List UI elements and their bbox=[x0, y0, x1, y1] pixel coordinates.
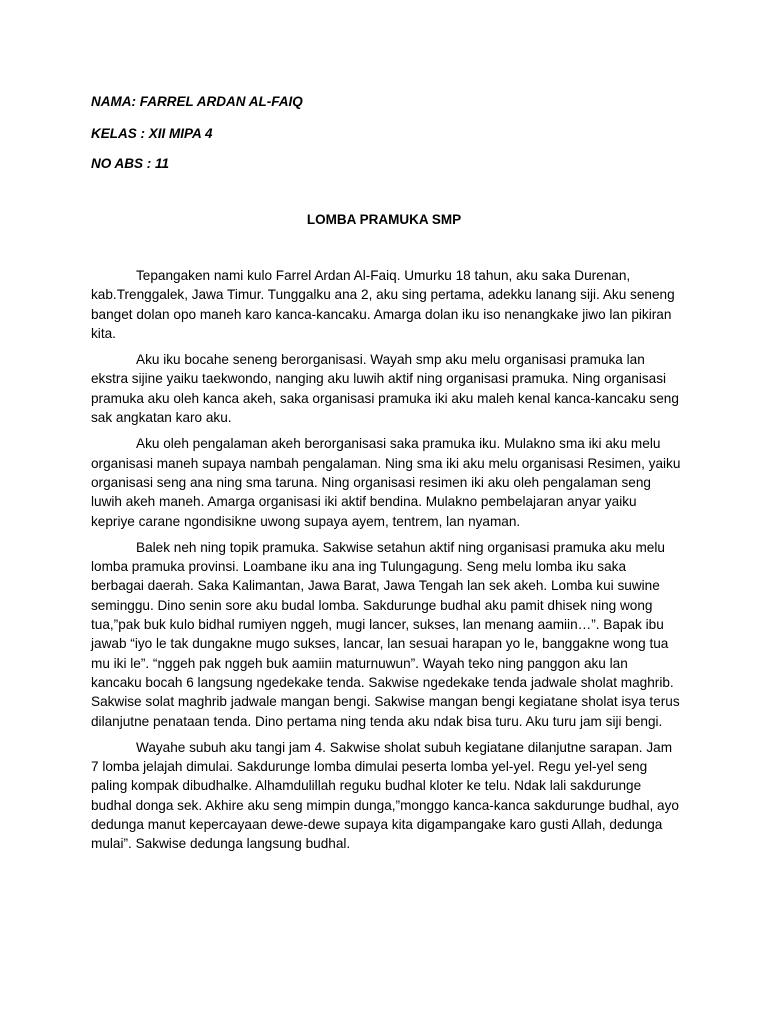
paragraph-1: Tepangaken nami kulo Farrel Ardan Al-Faiq. Umurku 18 tahun, aku saka Durenan, kab.Trenggalek, Jawa Timur. Tunggalku ana 2, aku sing pertama, adekku lanang siji. Aku seneng banget dolan opo maneh karo kanca-kancaku. Amarga dolan iku iso nenangkake jiwo lan pikiran kita. bbox=[91, 268, 675, 341]
student-number: NO ABS : 11 bbox=[91, 156, 170, 171]
student-name: NAMA: FARREL ARDAN AL-FAIQ bbox=[91, 94, 303, 109]
paragraph-3: Aku oleh pengalaman akeh berorganisasi saka pramuka iku. Mulakno sma iki aku melu organisasi maneh supaya nambah pengalaman. Ning sma iki aku melu organisasi Resimen, yaiku organisasi seng ana ning sma taruna. Ning organisasi resimen iki aku oleh pengalaman seng luwih akeh maneh. Amarga organisasi iki aktif bendina. Mulakno pembelajaran anyar yaiku kepriye carane ngondisikne uwong supaya ayem, tentrem, lan nyaman. bbox=[91, 436, 681, 529]
document-body bbox=[91, 266, 681, 861]
paragraph-4: Balek neh ning topik pramuka. Sakwise setahun aktif ning organisasi pramuka aku melu lomba pramuka provinsi. Loambane iku ana ing Tulungagung. Seng melu lomba iku saka berbagai daerah. Saka Kalimantan, Jawa Barat, Jawa Tengah lan sek akeh. Lomba kui suwine seminggu. Dino senin sore aku budal lomba. Sakdurunge budhal aku pamit dhisek ning wong tua,”pak buk kulo bidhal rumiyen nggeh, mugi lancer, sukses, lan menang aamiin…”. Bapak ibu jawab “iyo le tak dungakne mugo sukses, lancar, lan sesuai harapan yo le, banggakne wong tua mu iki le”. “nggeh pak nggeh buk aamiin maturnuwun”. Wayah teko ning panggon aku lan kancaku bocah 6 langsung ngedekake tenda. Sakwise ngedekake tenda jadwale sholat maghrib. Sakwise solat maghrib jadwale mangan bengi. Sakwise mangan bengi kegiatane sholat isya terus dilanjutne penataan tenda. Dino pertama ning tenda aku ndak bisa turu. Aku turu jam siji bengi. bbox=[91, 539, 680, 729]
student-class: KELAS : XII MIPA 4 bbox=[91, 126, 213, 141]
paragraph-5: Wayahe subuh aku tangi jam 4. Sakwise sholat subuh kegiatane dilanjutne sarapan. Jam 7 lomba jelajah dimulai. Sakdurunge lomba dimulai peserta lomba yel-yel. Regu yel-yel seng paling kompak dibudhalke. Alhamdulillah reguku budhal kloter ke telu. Ndak lali sakdurunge budhal donga sek. Akhire aku seng mimpin dunga,”monggo kanca-kanca sakdurunge budhal, ayo dedunga manut kepercayaan dewe-dewe supaya kita digampangake karo gusti Allah, dedunga mulai”. Sakwise dedunga langsung budhal. bbox=[91, 739, 679, 852]
paragraph-2: Aku iku bocahe seneng berorganisasi. Wayah smp aku melu organisasi pramuka lan ekstra sijine yaiku taekwondo, nanging aku luwih aktif ning organisasi pramuka. Ning organisasi pramuka aku oleh kanca akeh, saka organisasi pramuka iki aku maleh kenal kanca-kancaku seng sak angkatan karo aku. bbox=[91, 352, 679, 426]
document-title: LOMBA PRAMUKA SMP bbox=[306, 212, 462, 227]
